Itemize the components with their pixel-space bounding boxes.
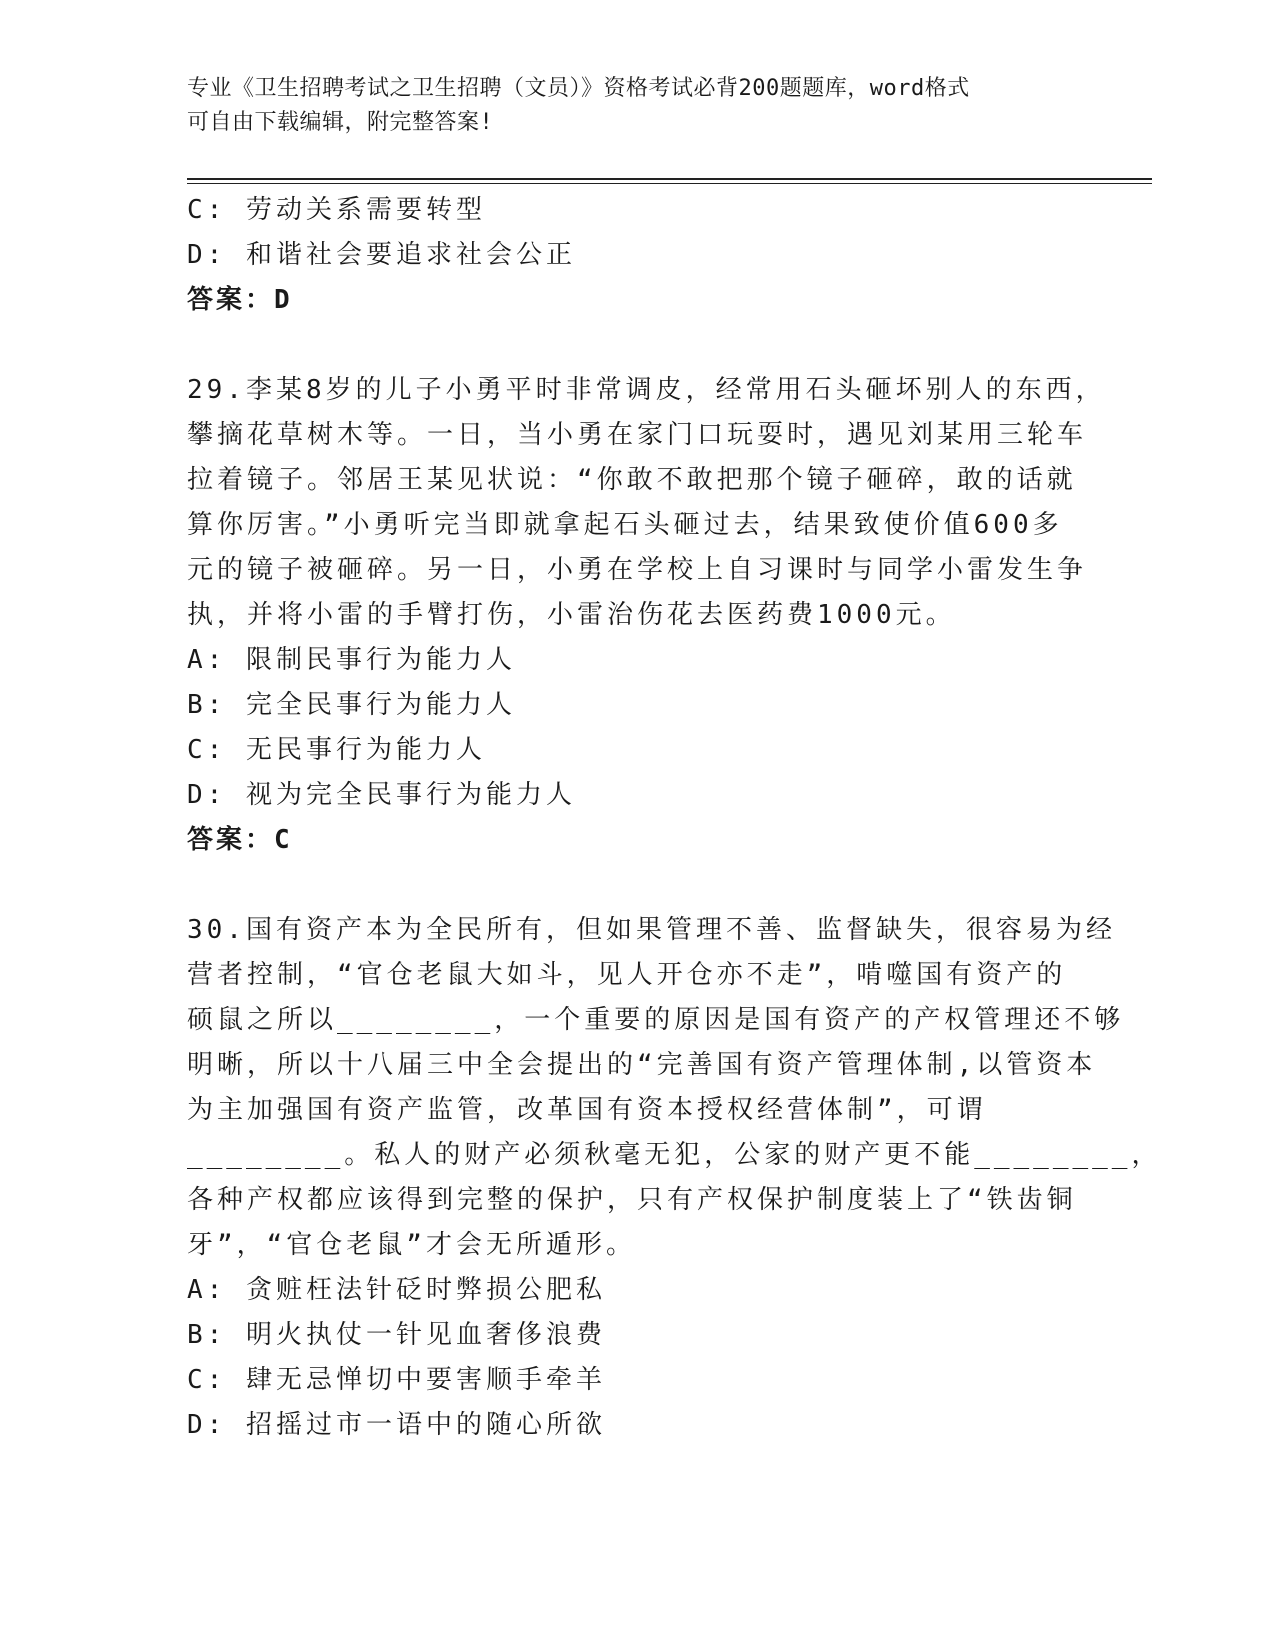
- q29-option-d: D: 视为完全民事行为能力人: [187, 780, 576, 810]
- q30-stem-line: ________。私人的财产必须秋毫无犯，公家的财产更不能________，: [187, 1140, 1162, 1170]
- spacer: [187, 323, 1087, 368]
- q30-stem-line: 明晰，所以十八届三中全会提出的“完善国有资产管理体制,以管资本: [187, 1050, 1097, 1080]
- q29-stem-line: 攀摘花草树木等。一日，当小勇在家门口玩耍时，遇见刘某用三轮车: [187, 420, 1088, 450]
- q29-option-a: A: 限制民事行为能力人: [187, 645, 516, 675]
- q29-stem-line: 元的镜子被砸碎。另一日，小勇在学校上自习课时与同学小雷发生争: [187, 555, 1088, 585]
- header-line-1: 专业《卫生招聘考试之卫生招聘（文员）》资格考试必背200题题库，word格式: [187, 76, 970, 101]
- q29-stem-line: 拉着镜子。邻居王某见状说：“你敢不敢把那个镜子砸碎，敢的话就: [187, 465, 1077, 495]
- q30-stem-line: 30.国有资产本为全民所有，但如果管理不善、监督缺失，很容易为经: [187, 915, 1116, 945]
- q29-answer: 答案：C: [187, 825, 293, 855]
- q29-stem-line: 算你厉害。”小勇听完当即就拿起石头砸过去，结果致使价值600多: [187, 510, 1063, 540]
- header-rule-thin: [187, 183, 1152, 184]
- q30-option-b: B: 明火执仗一针见血奢侈浪费: [187, 1320, 606, 1350]
- spacer: [187, 863, 1087, 908]
- header-rule-thick: [187, 178, 1152, 180]
- q30-option-c: C: 肆无忌惮切中要害顺手牵羊: [187, 1365, 606, 1395]
- q30-option-d: D: 招摇过市一语中的随心所欲: [187, 1410, 606, 1440]
- q29-stem-line: 29.李某8岁的儿子小勇平时非常调皮，经常用石头砸坏别人的东西，: [187, 375, 1106, 405]
- document-body: [187, 188, 1162, 1448]
- q30-stem-line: 硕鼠之所以________，一个重要的原因是国有资产的产权管理还不够: [187, 1005, 1125, 1035]
- q29-option-c: C: 无民事行为能力人: [187, 735, 486, 765]
- document-header: [187, 72, 1067, 140]
- prev-option-d: D: 和谐社会要追求社会公正: [187, 240, 576, 270]
- q30-stem-line: 营者控制，“官仓老鼠大如斗，见人开仓亦不走”，啃噬国有资产的: [187, 960, 1067, 990]
- header-line-2: 可自由下载编辑，附完整答案!: [187, 110, 494, 135]
- prev-answer: 答案：D: [187, 285, 293, 315]
- q30-stem-line: 各种产权都应该得到完整的保护，只有产权保护制度装上了“铁齿铜: [187, 1185, 1077, 1215]
- q30-stem-line: 牙”，“官仓老鼠”才会无所遁形。: [187, 1230, 636, 1260]
- q30-stem-line: 为主加强国有资产监管，改革国有资本授权经营体制”，可谓: [187, 1095, 987, 1125]
- q30-option-a: A: 贪赃枉法针砭时弊损公肥私: [187, 1275, 606, 1305]
- q29-stem-line: 执，并将小雷的手臂打伤，小雷治伤花去医药费1000元。: [187, 600, 956, 630]
- prev-option-c: C: 劳动关系需要转型: [187, 195, 486, 225]
- q29-option-b: B: 完全民事行为能力人: [187, 690, 516, 720]
